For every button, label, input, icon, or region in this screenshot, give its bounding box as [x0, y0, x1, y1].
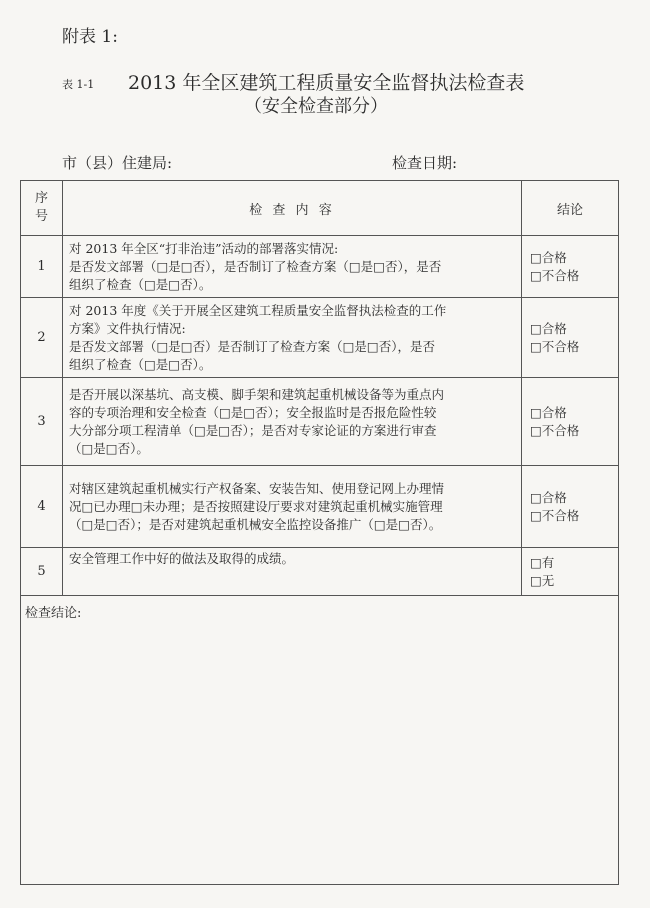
content-line: 方案》文件执行情况:: [69, 320, 186, 336]
appendix-label: 附表 1:: [62, 27, 118, 47]
content-line: （□是□否）。: [69, 440, 149, 456]
header-no: [21, 181, 63, 236]
row-number: 1: [21, 236, 63, 298]
row-result: [522, 466, 619, 548]
bureau-label: 市（县）住建局:: [62, 154, 173, 172]
row-content: [63, 466, 522, 548]
content-line: 对辖区建筑起重机械实行产权备案、安装告知、使用登记网上办理情: [69, 480, 445, 496]
content-line: 况□已办理□未办理；是否按照建设厅要求对建筑起重机械实施管理: [69, 498, 443, 514]
content-line: 对 2013 年度《关于开展全区建筑工程质量安全监督执法检查的工作: [69, 302, 447, 318]
row-result: [522, 298, 619, 378]
header-no-line1: 序: [34, 191, 48, 206]
table-row: [21, 298, 619, 378]
row-content: [63, 378, 522, 466]
conclusion-row: [21, 596, 619, 885]
content-line: 是否发文部署（□是□否）是否制订了检查方案（□是□否），是否: [69, 338, 435, 354]
checkbox-pass[interactable]: □合格: [530, 249, 567, 265]
row-number: 2: [21, 298, 63, 378]
table-header-row: [21, 181, 619, 236]
header-result: 结论: [522, 181, 619, 236]
row-content: [63, 298, 522, 378]
checkbox-fail[interactable]: □不合格: [530, 422, 580, 438]
row-number: 4: [21, 466, 63, 548]
table-row: [21, 378, 619, 466]
conclusion-area[interactable]: [21, 596, 619, 885]
checkbox-yes[interactable]: □有: [530, 554, 555, 570]
header-no-line2: 号: [34, 209, 48, 224]
row-result: [522, 236, 619, 298]
content-line: 安全管理工作中好的做法及取得的成绩。: [69, 551, 295, 566]
checkbox-pass[interactable]: □合格: [530, 489, 567, 505]
row-result: [522, 548, 619, 596]
document-title: 2013 年全区建筑工程质量安全监督执法检查表: [128, 72, 525, 94]
table-row: [21, 548, 619, 596]
row-number: 5: [21, 548, 63, 596]
row-content: [63, 236, 522, 298]
checkbox-pass[interactable]: □合格: [530, 320, 567, 336]
row-content: [63, 548, 522, 596]
content-line: （□是□否）；是否对建筑起重机械安全监控设备推广（□是□否）。: [69, 516, 442, 532]
content-line: 是否开展以深基坑、高支模、脚手架和建筑起重机械设备等为重点内: [69, 386, 445, 402]
conclusion-label: 检查结论:: [25, 606, 82, 621]
row-result: [522, 378, 619, 466]
row-number: 3: [21, 378, 63, 466]
checkbox-fail[interactable]: □不合格: [530, 507, 580, 523]
checkbox-fail[interactable]: □不合格: [530, 267, 580, 283]
content-line: 组织了检查（□是□否）。: [69, 356, 212, 372]
inspection-table: [20, 180, 619, 885]
document-subtitle: （安全检查部分）: [244, 96, 388, 117]
content-line: 对 2013 年全区“打非治违”活动的部署落实情况:: [69, 240, 339, 256]
table-row: [21, 236, 619, 298]
table-row: [21, 466, 619, 548]
header-content: 检 查 内 容: [63, 181, 522, 236]
checkbox-pass[interactable]: □合格: [530, 404, 567, 420]
checkbox-no[interactable]: □无: [530, 572, 555, 588]
checkbox-fail[interactable]: □不合格: [530, 338, 580, 354]
content-line: 大分部分项工程清单（□是□否）；是否对专家论证的方案进行审查: [69, 422, 437, 438]
date-label: 检查日期:: [392, 154, 458, 172]
content-line: 组织了检查（□是□否）。: [69, 276, 212, 292]
content-line: 容的专项治理和安全检查（□是□否）；安全报监时是否报危险性较: [69, 404, 437, 420]
content-line: 是否发文部署（□是□否），是否制订了检查方案（□是□否），是否: [69, 258, 442, 274]
table-number: 表 1-1: [62, 78, 95, 91]
